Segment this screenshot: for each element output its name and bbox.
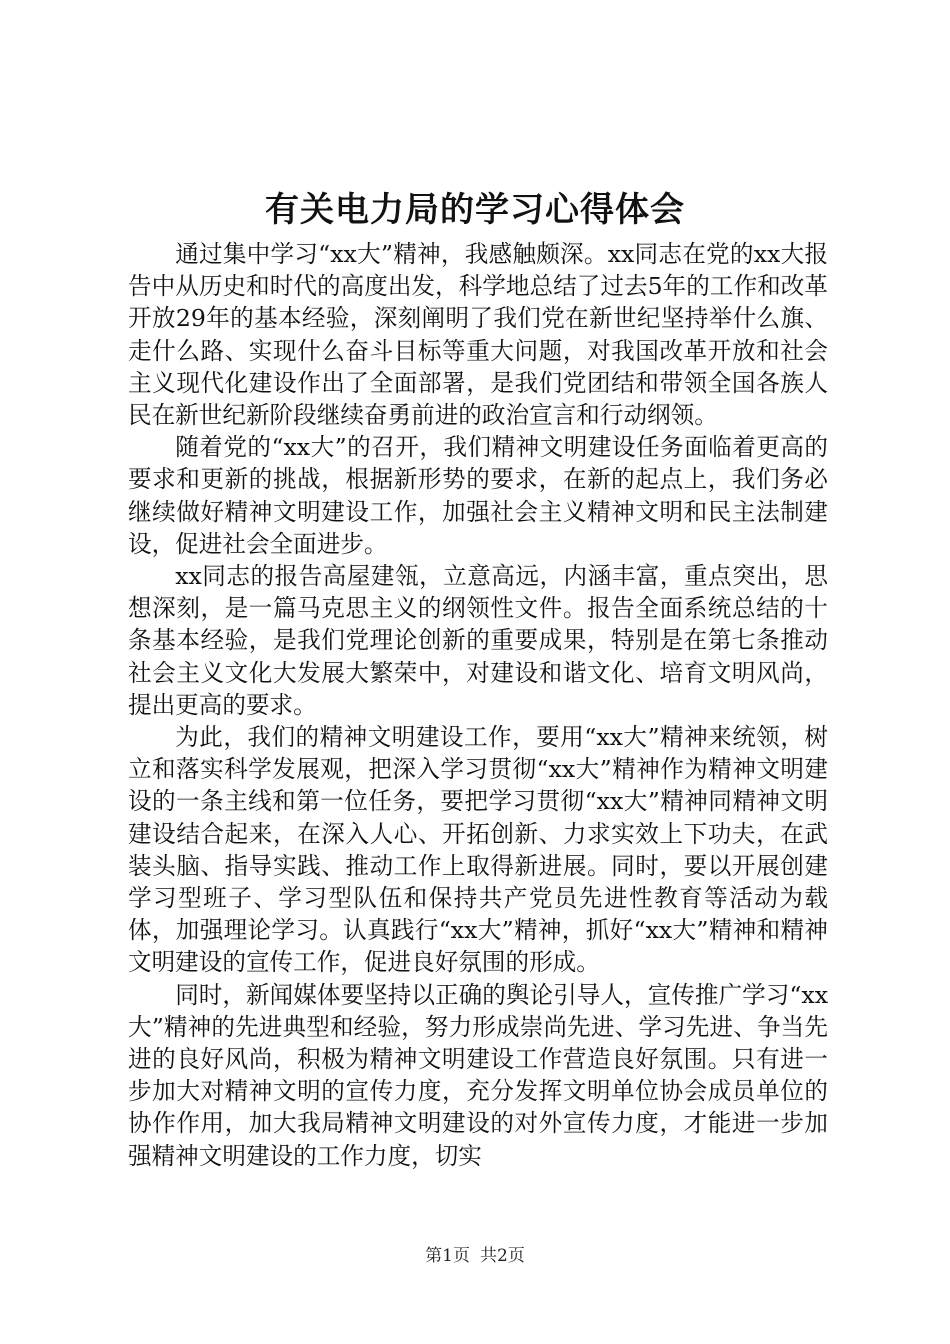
page-footer — [0, 1244, 950, 1268]
document-body — [128, 238, 828, 1172]
paragraph: 同时，新闻媒体要坚持以正确的舆论引导人，宣传推广学习“xx大”精神的先进典型和经验，努力形成崇尚先进、学习先进、争当先进的良好风尚，积极为精神文明建设工作营造良好氛围。只有进一步加大对精神文明的宣传力度，充分发挥文明单位协会成员单位的协作作用，加大我局精神文明建设的对外宣传力度，才能进一步加强精神文明建设的工作力度，切实 — [128, 980, 828, 1170]
paragraph: 为此，我们的精神文明建设工作，要用“xx大”精神来统领，树立和落实科学发展观，把深入学习贯彻“xx大”精神作为精神文明建设的一条主线和第一位任务，要把学习贯彻“xx大”精神同精神文明建设结合起来，在深入人心、开拓创新、力求实效上下功夫，在武装头脑、指导实践、推动工作上取得新进展。同时，要以开展创建学习型班子、学习型队伍和保持共产党员先进性教育等活动为载体，加强理论学习。认真践行“xx大”精神，抓好“xx大”精神和精神文明建设的宣传工作，促进良好氛围的形成。 — [128, 723, 828, 977]
paragraph: 通过集中学习“xx大”精神，我感触颇深。xx同志在党的xx大报告中从历史和时代的高度出发，科学地总结了过去5年的工作和改革开放29年的基本经验，深刻阐明了我们党在新世纪坚持举什么旗、走什么路、实现什么奋斗目标等重大问题，对我国改革开放和社会主义现代化建设作出了全面部署，是我们党团结和带领全国各族人民在新世纪新阶段继续奋勇前进的政治宣言和行动纲领。 — [128, 240, 828, 430]
page-total: 共2页 — [480, 1246, 525, 1266]
paragraph: 随着党的“xx大”的召开，我们精神文明建设任务面临着更高的要求和更新的挑战，根据新形势的要求，在新的起点上，我们务必继续做好精神文明建设工作，加强社会主义精神文明和民主法制建设，促进社会全面进步。 — [128, 433, 828, 558]
page-number: 第1页 — [425, 1246, 470, 1266]
document-title: 有关电力局的学习心得体会 — [265, 190, 685, 230]
paragraph: xx同志的报告高屋建瓴，立意高远，内涵丰富，重点突出，思想深刻，是一篇马克思主义的纲领性文件。报告全面系统总结的十条基本经验，是我们党理论创新的重要成果，特别是在第七条推动社会主义文化大发展大繁荣中，对建设和谐文化、培育文明风尚，提出更高的要求。 — [128, 562, 828, 719]
